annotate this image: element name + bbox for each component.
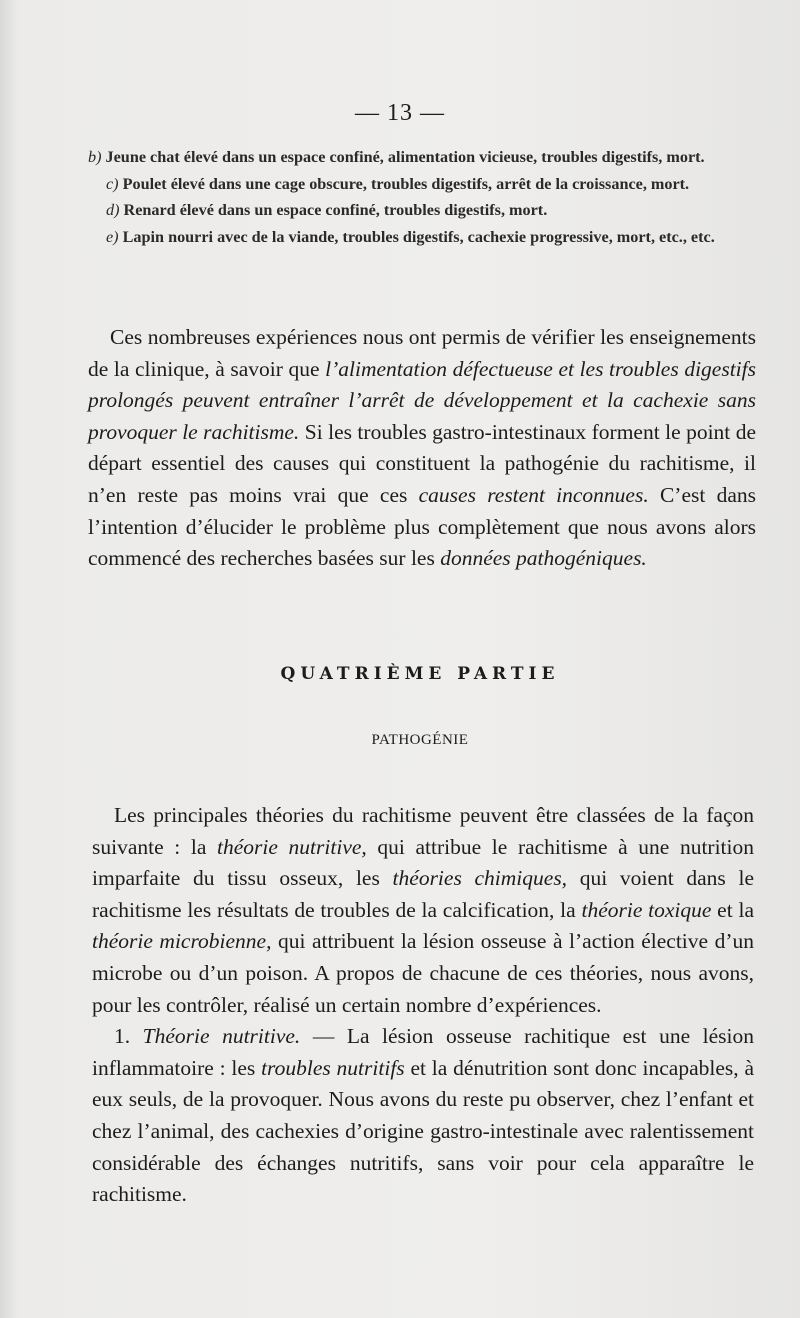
part-title: QUATRIÈME PARTIE bbox=[280, 664, 560, 684]
italic-run: théorie nutritive, bbox=[217, 834, 367, 859]
text-run: et la dénutrition sont donc incapables, à eux seuls, de la provoquer. Nous avons du reste pu observer, chez l’enfant et chez l’animal, des cachexies d’origine gastro-intestinale avec ralentissement considérable des échanges nutritifs, sans voir pour cela apparaître le rachitisme. bbox=[92, 1055, 754, 1207]
paragraph-theorie-nutritive bbox=[92, 1021, 754, 1211]
note-text: Lapin nourri avec de la viande, troubles digestifs, cachexie progressive, mort, etc., etc. bbox=[122, 227, 715, 246]
note-d bbox=[88, 197, 756, 224]
note-text: Renard élevé dans un espace confiné, troubles digestifs, mort. bbox=[123, 201, 548, 219]
note-label: b) bbox=[88, 148, 102, 166]
italic-run: causes restent inconnues. bbox=[418, 482, 649, 507]
paragraph-clinic-conclusion bbox=[88, 322, 756, 575]
note-label: c) bbox=[106, 174, 119, 193]
text-run: et la bbox=[711, 897, 754, 922]
note-b bbox=[88, 144, 756, 171]
italic-run: théorie toxique bbox=[581, 897, 712, 922]
text-run: qui voient dans le rachitisme les résultats de troubles de la calcification, la bbox=[92, 866, 754, 922]
italic-run: données pathogéniques. bbox=[440, 546, 647, 571]
italic-run: troubles nutritifs bbox=[261, 1055, 405, 1080]
page-number: — 13 — bbox=[355, 100, 445, 126]
note-text: Jeune chat élevé dans un espace confiné, alimentation vicieuse, troubles digestifs, mort. bbox=[105, 148, 705, 166]
paragraph-theories bbox=[92, 800, 754, 1021]
italic-run: théories chimiques, bbox=[392, 866, 568, 891]
italic-run: l’alimentation défectueuse et les troubles digestifs prolongés peuvent entraîner l’arrêt de développement et la cachexie sans provoquer le rachitisme. bbox=[88, 356, 756, 444]
text-run: qui attribuent la lésion osseuse à l’action élective d’un microbe ou d’un poison. A propos de chacune de ces théories, nous avons, pour les contrôler, réalisé un certain nombre d’expériences. bbox=[92, 929, 754, 1017]
experiment-notes bbox=[88, 144, 756, 250]
text-run: — La lésion osseuse rachitique est une lésion inflammatoire : les bbox=[92, 1024, 754, 1080]
text-run: Ces nombreuses expériences nous ont permis de vérifier les enseignements de la clinique, à savoir que bbox=[88, 325, 756, 381]
text-run: Les principales théories du rachitisme peuvent être classées de la façon suivante : la bbox=[92, 803, 754, 859]
text-run: qui attribue le rachitisme à une nutrition imparfaite du tissu osseux, les bbox=[92, 834, 755, 891]
note-e bbox=[88, 224, 756, 251]
section-title: PATHOGÉNIE bbox=[371, 732, 469, 748]
note-c bbox=[88, 171, 756, 198]
italic-run: Théorie nutritive. bbox=[142, 1024, 301, 1049]
text-run: 1. bbox=[114, 1024, 143, 1049]
italic-run: théorie microbienne, bbox=[92, 929, 272, 954]
note-text: Poulet élevé dans une cage obscure, troubles digestifs, arrêt de la croissance, mort. bbox=[122, 174, 690, 193]
pathogenie-body bbox=[92, 800, 754, 1211]
note-label: d) bbox=[106, 201, 120, 219]
note-label: e) bbox=[106, 227, 119, 246]
text-run: Si les troubles gastro-intestinaux forment le point de départ essentiel des causes qui constituent la pathogénie du rachitisme, il n’en reste pas moins vrai que ces bbox=[88, 419, 756, 507]
text-run: C’est dans l’intention d’élucider le problème plus complètement que nous avons alors commencé des recherches basées sur les bbox=[88, 482, 756, 571]
